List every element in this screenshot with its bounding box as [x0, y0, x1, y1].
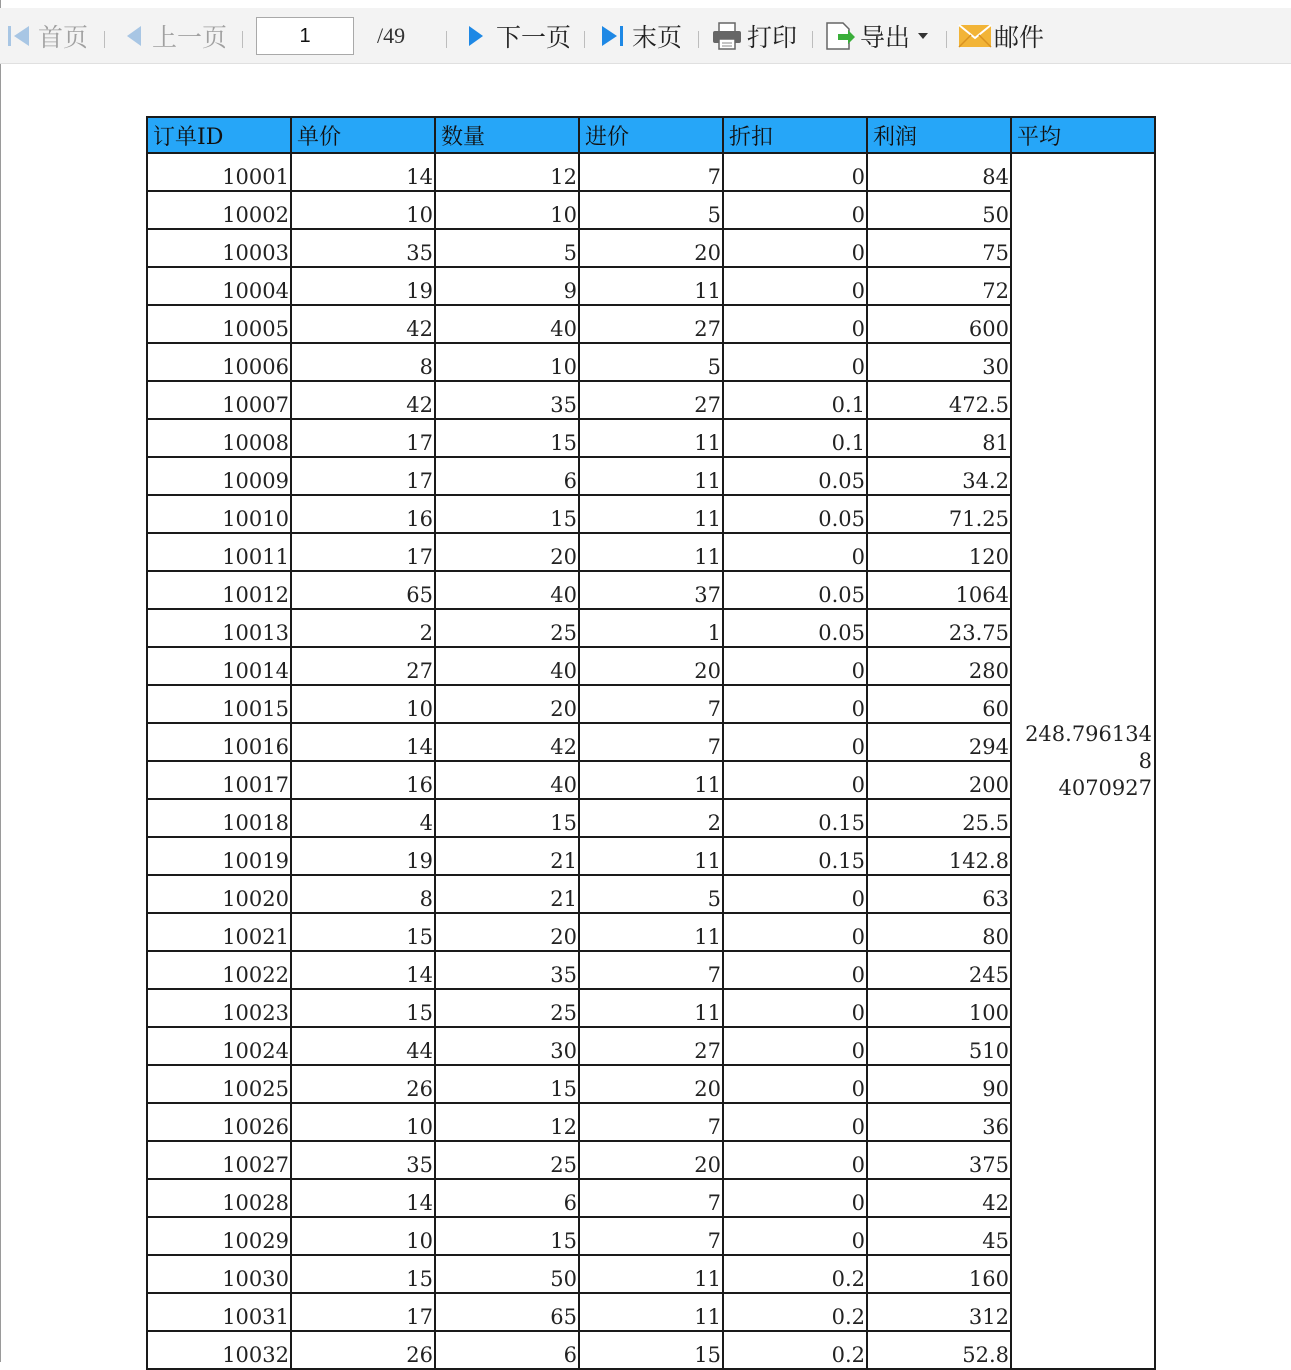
discount-cell: 0: [723, 913, 867, 951]
profit-cell: 142.8: [867, 837, 1011, 875]
cost-cell: 7: [579, 723, 723, 761]
next-page-icon: [466, 23, 486, 49]
unit-price-cell: 35: [291, 229, 435, 267]
order-id-cell: 10013: [147, 609, 291, 647]
next-page-button[interactable]: [466, 8, 571, 64]
table-row: [147, 419, 1155, 457]
cost-cell: 11: [579, 457, 723, 495]
unit-price-cell: 44: [291, 1027, 435, 1065]
table-row: [147, 381, 1155, 419]
table-row: [147, 875, 1155, 913]
quantity-cell: 30: [435, 1027, 579, 1065]
order-id-cell: 10026: [147, 1103, 291, 1141]
order-id-cell: 10025: [147, 1065, 291, 1103]
toolbar-divider: [104, 31, 105, 48]
table-row: [147, 913, 1155, 951]
cost-cell: 11: [579, 989, 723, 1027]
quantity-cell: 25: [435, 1141, 579, 1179]
cost-cell: 5: [579, 191, 723, 229]
quantity-cell: 25: [435, 609, 579, 647]
toolbar-divider: [242, 31, 243, 48]
order-id-cell: 10005: [147, 305, 291, 343]
print-label: 打印: [747, 24, 798, 52]
page-total-label: /49: [377, 23, 406, 48]
email-label: 邮件: [994, 24, 1045, 52]
cost-cell: 7: [579, 1179, 723, 1217]
profit-cell: 84: [867, 153, 1011, 191]
unit-price-cell: 16: [291, 495, 435, 533]
first-page-button[interactable]: [6, 8, 88, 64]
profit-cell: 63: [867, 875, 1011, 913]
page-number-input[interactable]: [256, 17, 354, 55]
cost-cell: 5: [579, 875, 723, 913]
cost-cell: 20: [579, 1065, 723, 1103]
table-row: [147, 495, 1155, 533]
table-row: [147, 305, 1155, 343]
cost-cell: 7: [579, 1103, 723, 1141]
order-id-cell: 10017: [147, 761, 291, 799]
discount-cell: 0: [723, 1141, 867, 1179]
discount-cell: 0.05: [723, 495, 867, 533]
order-id-cell: 10018: [147, 799, 291, 837]
toolbar-divider: [446, 31, 447, 48]
cost-cell: 7: [579, 1217, 723, 1255]
last-page-button[interactable]: [600, 8, 682, 64]
discount-cell: 0: [723, 1103, 867, 1141]
first-page-label: 首页: [38, 24, 89, 52]
cost-cell: 11: [579, 913, 723, 951]
profit-cell: 23.75: [867, 609, 1011, 647]
cost-cell: 11: [579, 761, 723, 799]
quantity-cell: 12: [435, 1103, 579, 1141]
discount-cell: 0: [723, 1179, 867, 1217]
profit-cell: 36: [867, 1103, 1011, 1141]
discount-cell: 0.1: [723, 419, 867, 457]
table-row: [147, 685, 1155, 723]
unit-price-cell: 19: [291, 837, 435, 875]
unit-price-cell: 26: [291, 1331, 435, 1369]
unit-price-cell: 16: [291, 761, 435, 799]
cost-cell: 27: [579, 381, 723, 419]
profit-cell: 45: [867, 1217, 1011, 1255]
table-row: [147, 837, 1155, 875]
discount-cell: 0: [723, 1217, 867, 1255]
export-icon: [824, 20, 856, 52]
profit-cell: 34.2: [867, 457, 1011, 495]
unit-price-cell: 4: [291, 799, 435, 837]
discount-cell: 0: [723, 761, 867, 799]
profit-cell: 71.25: [867, 495, 1011, 533]
order-id-cell: 10011: [147, 533, 291, 571]
unit-price-cell: 17: [291, 533, 435, 571]
table-row: [147, 267, 1155, 305]
order-id-cell: 10022: [147, 951, 291, 989]
unit-price-cell: 65: [291, 571, 435, 609]
order-id-cell: 10007: [147, 381, 291, 419]
quantity-cell: 40: [435, 305, 579, 343]
table-row: [147, 343, 1155, 381]
profit-cell: 90: [867, 1065, 1011, 1103]
discount-cell: 0: [723, 1065, 867, 1103]
discount-cell: 0.05: [723, 571, 867, 609]
table-row: [147, 153, 1155, 191]
quantity-cell: 40: [435, 647, 579, 685]
cost-cell: 2: [579, 799, 723, 837]
chevron-down-icon: [918, 32, 928, 40]
profit-cell: 160: [867, 1255, 1011, 1293]
cost-cell: 11: [579, 419, 723, 457]
unit-price-cell: 26: [291, 1065, 435, 1103]
discount-cell: 0: [723, 951, 867, 989]
quantity-cell: 35: [435, 951, 579, 989]
quantity-cell: 10: [435, 191, 579, 229]
quantity-cell: 15: [435, 419, 579, 457]
toolbar-divider: [946, 31, 947, 48]
table-header-row: [147, 117, 1155, 153]
cost-cell: 37: [579, 571, 723, 609]
table-row: [147, 989, 1155, 1027]
order-id-cell: 10029: [147, 1217, 291, 1255]
discount-cell: 0: [723, 1027, 867, 1065]
quantity-cell: 6: [435, 1331, 579, 1369]
order-id-cell: 10004: [147, 267, 291, 305]
discount-cell: 0.15: [723, 799, 867, 837]
quantity-cell: 21: [435, 875, 579, 913]
order-id-cell: 10014: [147, 647, 291, 685]
table-body: [147, 153, 1155, 1369]
discount-cell: 0: [723, 229, 867, 267]
cost-cell: 20: [579, 1141, 723, 1179]
cost-cell: 20: [579, 229, 723, 267]
profit-cell: 245: [867, 951, 1011, 989]
profit-cell: 312: [867, 1293, 1011, 1331]
unit-price-cell: 42: [291, 305, 435, 343]
unit-price-cell: 10: [291, 1103, 435, 1141]
table-row: [147, 1103, 1155, 1141]
order-id-cell: 10012: [147, 571, 291, 609]
order-id-cell: 10002: [147, 191, 291, 229]
table-row: [147, 533, 1155, 571]
profit-cell: 200: [867, 761, 1011, 799]
unit-price-cell: 8: [291, 875, 435, 913]
quantity-cell: 9: [435, 267, 579, 305]
order-id-cell: 10009: [147, 457, 291, 495]
order-id-cell: 10019: [147, 837, 291, 875]
quantity-cell: 15: [435, 1065, 579, 1103]
report-toolbar: [0, 8, 1291, 64]
order-id-cell: 10021: [147, 913, 291, 951]
quantity-cell: 21: [435, 837, 579, 875]
cost-cell: 5: [579, 343, 723, 381]
profit-cell: 50: [867, 191, 1011, 229]
discount-cell: 0.1: [723, 381, 867, 419]
unit-price-cell: 8: [291, 343, 435, 381]
discount-cell: 0.05: [723, 609, 867, 647]
cost-cell: 11: [579, 267, 723, 305]
table-row: [147, 457, 1155, 495]
unit-price-cell: 14: [291, 951, 435, 989]
order-id-cell: 10020: [147, 875, 291, 913]
table-row: [147, 229, 1155, 267]
discount-cell: 0: [723, 191, 867, 229]
table-row: [147, 761, 1155, 799]
table-row: [147, 1027, 1155, 1065]
table-row: [147, 647, 1155, 685]
quantity-cell: 42: [435, 723, 579, 761]
email-button[interactable]: [958, 8, 1044, 64]
quantity-cell: 12: [435, 153, 579, 191]
cost-cell: 27: [579, 1027, 723, 1065]
order-id-cell: 10008: [147, 419, 291, 457]
average-value-cell: [1011, 153, 1155, 1369]
column-header-order-id: 订单ID: [147, 117, 291, 153]
table-row: [147, 723, 1155, 761]
table-row: [147, 571, 1155, 609]
quantity-cell: 15: [435, 799, 579, 837]
cost-cell: 11: [579, 533, 723, 571]
table-row: [147, 1255, 1155, 1293]
cost-cell: 11: [579, 1293, 723, 1331]
table-row: [147, 1141, 1155, 1179]
order-id-cell: 10016: [147, 723, 291, 761]
toolbar-divider: [584, 31, 585, 48]
prev-page-button[interactable]: [124, 8, 227, 64]
quantity-cell: 40: [435, 571, 579, 609]
profit-cell: 25.5: [867, 799, 1011, 837]
export-label: 导出: [860, 24, 911, 52]
cost-cell: 7: [579, 153, 723, 191]
quantity-cell: 15: [435, 1217, 579, 1255]
profit-cell: 75: [867, 229, 1011, 267]
quantity-cell: 5: [435, 229, 579, 267]
unit-price-cell: 17: [291, 457, 435, 495]
discount-cell: 0: [723, 267, 867, 305]
profit-cell: 42: [867, 1179, 1011, 1217]
cost-cell: 27: [579, 305, 723, 343]
profit-cell: 600: [867, 305, 1011, 343]
quantity-cell: 15: [435, 495, 579, 533]
cost-cell: 20: [579, 647, 723, 685]
unit-price-cell: 19: [291, 267, 435, 305]
quantity-cell: 6: [435, 457, 579, 495]
profit-cell: 81: [867, 419, 1011, 457]
window-left-edge: [0, 0, 1, 1362]
unit-price-cell: 42: [291, 381, 435, 419]
discount-cell: 0: [723, 305, 867, 343]
discount-cell: 0.2: [723, 1255, 867, 1293]
quantity-cell: 20: [435, 685, 579, 723]
cost-cell: 11: [579, 1255, 723, 1293]
profit-cell: 472.5: [867, 381, 1011, 419]
unit-price-cell: 27: [291, 647, 435, 685]
column-header-unit-price: 单价: [291, 117, 435, 153]
table-row: [147, 1217, 1155, 1255]
column-header-cost: 进价: [579, 117, 723, 153]
profit-cell: 30: [867, 343, 1011, 381]
profit-cell: 72: [867, 267, 1011, 305]
table-row: [147, 1179, 1155, 1217]
print-button[interactable]: [711, 8, 797, 64]
printer-icon: [711, 21, 743, 51]
table-row: [147, 951, 1155, 989]
unit-price-cell: 14: [291, 153, 435, 191]
table-row: [147, 799, 1155, 837]
profit-cell: 294: [867, 723, 1011, 761]
first-page-icon: [6, 23, 32, 49]
discount-cell: 0.2: [723, 1293, 867, 1331]
profit-cell: 52.8: [867, 1331, 1011, 1369]
unit-price-cell: 14: [291, 1179, 435, 1217]
profit-cell: 120: [867, 533, 1011, 571]
toolbar-divider: [812, 31, 813, 48]
unit-price-cell: 10: [291, 685, 435, 723]
order-id-cell: 10031: [147, 1293, 291, 1331]
order-id-cell: 10010: [147, 495, 291, 533]
unit-price-cell: 14: [291, 723, 435, 761]
discount-cell: 0.15: [723, 837, 867, 875]
unit-price-cell: 15: [291, 989, 435, 1027]
cost-cell: 7: [579, 685, 723, 723]
quantity-cell: 10: [435, 343, 579, 381]
discount-cell: 0: [723, 153, 867, 191]
unit-price-cell: 10: [291, 191, 435, 229]
discount-cell: 0: [723, 647, 867, 685]
column-header-profit: 利润: [867, 117, 1011, 153]
column-header-quantity: 数量: [435, 117, 579, 153]
cost-cell: 11: [579, 837, 723, 875]
discount-cell: 0: [723, 533, 867, 571]
discount-cell: 0: [723, 343, 867, 381]
envelope-icon: [958, 23, 992, 49]
unit-price-cell: 35: [291, 1141, 435, 1179]
column-header-average: 平均: [1011, 117, 1155, 153]
order-id-cell: 10028: [147, 1179, 291, 1217]
average-value-line-1: 248.7961348: [1025, 721, 1152, 773]
quantity-cell: 50: [435, 1255, 579, 1293]
unit-price-cell: 15: [291, 1255, 435, 1293]
last-page-label: 末页: [632, 24, 683, 52]
cost-cell: 7: [579, 951, 723, 989]
discount-cell: 0: [723, 723, 867, 761]
table-row: [147, 1293, 1155, 1331]
cost-cell: 1: [579, 609, 723, 647]
table-row: [147, 1065, 1155, 1103]
profit-cell: 510: [867, 1027, 1011, 1065]
order-id-cell: 10015: [147, 685, 291, 723]
last-page-icon: [600, 23, 626, 49]
order-id-cell: 10024: [147, 1027, 291, 1065]
quantity-cell: 35: [435, 381, 579, 419]
profit-cell: 80: [867, 913, 1011, 951]
profit-cell: 60: [867, 685, 1011, 723]
report-table: [146, 116, 1156, 1370]
profit-cell: 1064: [867, 571, 1011, 609]
table-row: [147, 609, 1155, 647]
order-id-cell: 10030: [147, 1255, 291, 1293]
order-id-cell: 10003: [147, 229, 291, 267]
toolbar-divider: [698, 31, 699, 48]
discount-cell: 0.2: [723, 1331, 867, 1369]
table-row: [147, 191, 1155, 229]
order-id-cell: 10006: [147, 343, 291, 381]
table-row: [147, 1331, 1155, 1369]
column-header-discount: 折扣: [723, 117, 867, 153]
order-id-cell: 10001: [147, 153, 291, 191]
unit-price-cell: 17: [291, 1293, 435, 1331]
profit-cell: 280: [867, 647, 1011, 685]
quantity-cell: 20: [435, 913, 579, 951]
quantity-cell: 40: [435, 761, 579, 799]
unit-price-cell: 17: [291, 419, 435, 457]
cost-cell: 15: [579, 1331, 723, 1369]
next-page-label: 下一页: [496, 24, 572, 52]
quantity-cell: 65: [435, 1293, 579, 1331]
average-value-line-2: 4070927: [1058, 775, 1152, 800]
profit-cell: 375: [867, 1141, 1011, 1179]
quantity-cell: 20: [435, 533, 579, 571]
discount-cell: 0: [723, 685, 867, 723]
discount-cell: 0: [723, 989, 867, 1027]
profit-cell: 100: [867, 989, 1011, 1027]
cost-cell: 11: [579, 495, 723, 533]
unit-price-cell: 15: [291, 913, 435, 951]
export-button[interactable]: [824, 8, 928, 64]
discount-cell: 0: [723, 875, 867, 913]
order-id-cell: 10027: [147, 1141, 291, 1179]
prev-page-label: 上一页: [152, 24, 228, 52]
order-id-cell: 10023: [147, 989, 291, 1027]
discount-cell: 0.05: [723, 457, 867, 495]
quantity-cell: 25: [435, 989, 579, 1027]
unit-price-cell: 10: [291, 1217, 435, 1255]
quantity-cell: 6: [435, 1179, 579, 1217]
prev-page-icon: [124, 23, 144, 49]
unit-price-cell: 2: [291, 609, 435, 647]
order-id-cell: 10032: [147, 1331, 291, 1369]
